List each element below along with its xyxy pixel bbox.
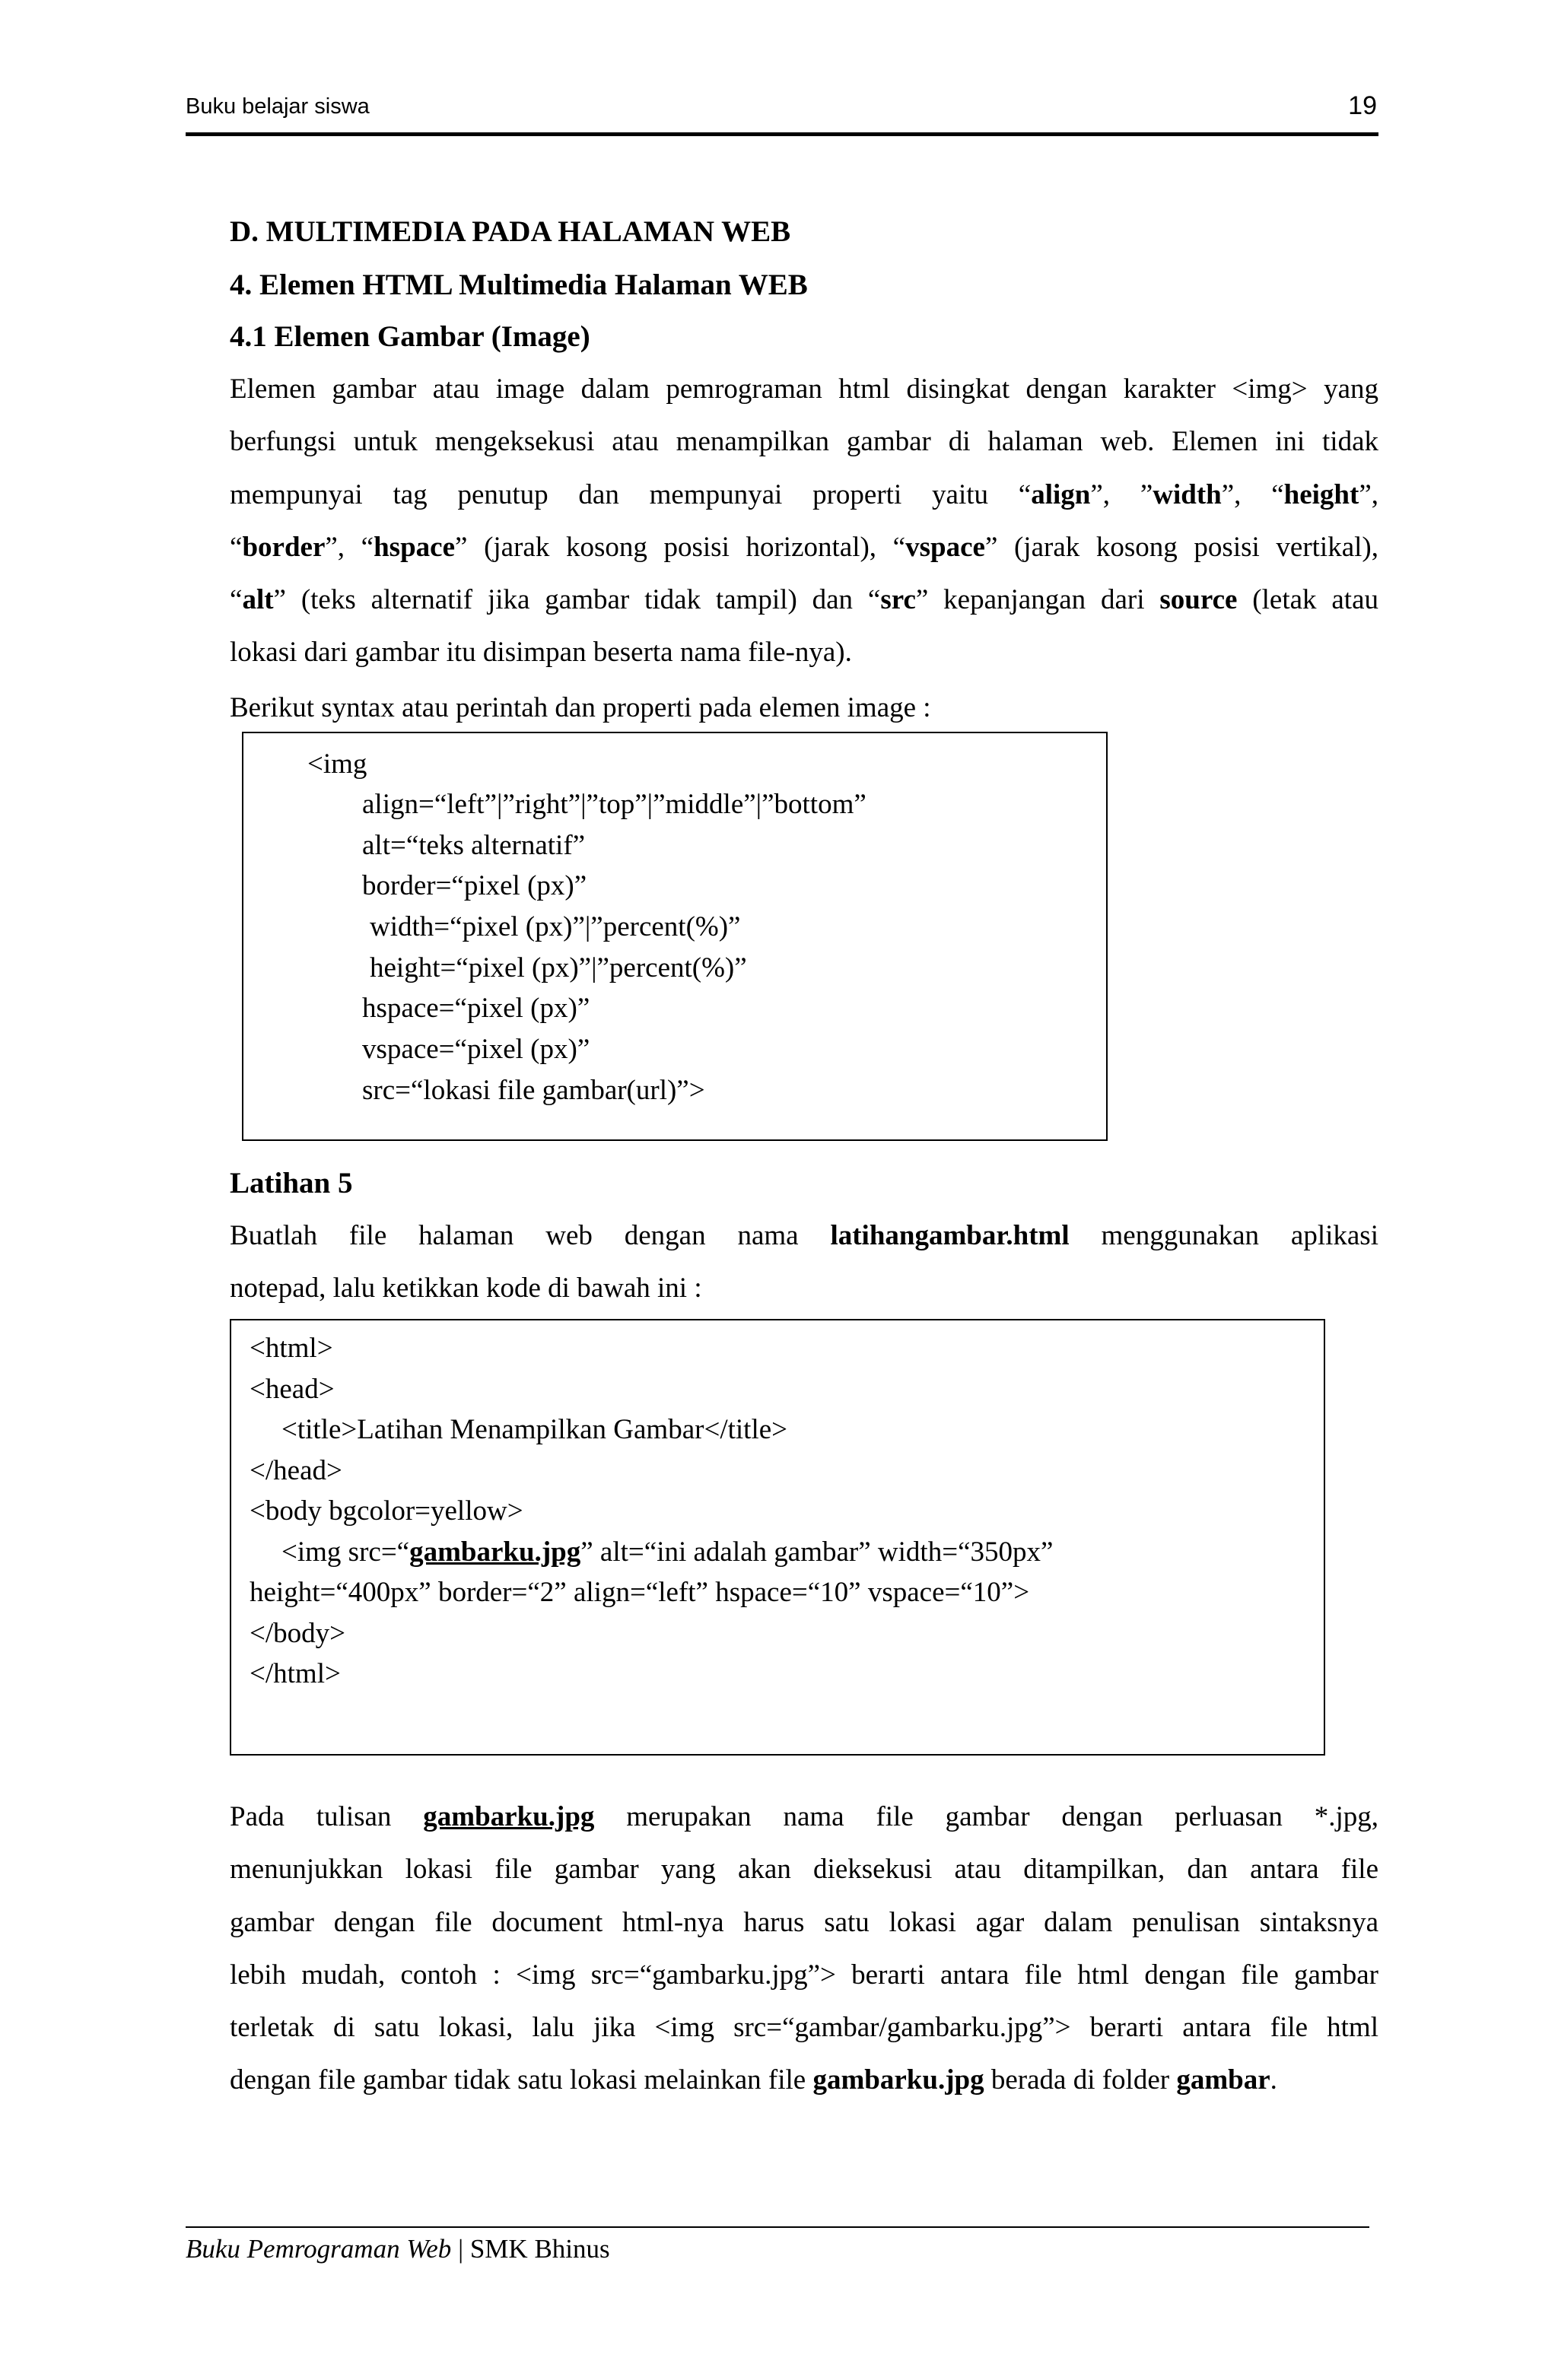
footer-book-title: Buku Pemrograman Web	[186, 2234, 452, 2264]
syntax-line: border=“pixel (px)”	[362, 870, 587, 901]
syntax-line: height=“pixel (px)”|”percent(%)”	[370, 952, 747, 983]
footer-school: SMK Bhinus	[469, 2234, 610, 2264]
syntax-line: alt=“teks alternatif”	[362, 830, 586, 861]
code-line: <title>Latihan Menampilkan Gambar</title>	[281, 1414, 788, 1445]
intro-line: Elemen gambar atau image dalam pemrograman html disingkat dengan karakter <img> yang	[230, 373, 1378, 405]
footer-separator: |	[451, 2234, 470, 2264]
section-heading: D. MULTIMEDIA PADA HALAMAN WEB	[230, 215, 791, 248]
explanation-line: gambar dengan file document html-nya harus satu lokasi agar dalam penulisan sintaksnya	[230, 1907, 1378, 1938]
code-line: <img src=“gambarku.jpg” alt=“ini adalah gambar” width=“350px”	[281, 1536, 1054, 1568]
explanation-line: menunjukkan lokasi file gambar yang akan dieksekusi atau ditampilkan, dan antara file	[230, 1854, 1378, 1885]
footer-divider	[186, 2226, 1369, 2228]
explanation-line: dengan file gambar tidak satu lokasi melainkan file gambarku.jpg berada di folder gambar.	[230, 2064, 1277, 2096]
syntax-box	[242, 732, 1108, 1141]
code-line: </body>	[250, 1618, 346, 1649]
syntax-line: align=“left”|”right”|”top”|”middle”|”bottom”	[362, 789, 866, 820]
explanation-line: terletak di satu lokasi, lalu jika <img src=“gambar/gambarku.jpg”> berarti antara file html	[230, 2012, 1378, 2043]
code-line: </head>	[250, 1455, 342, 1486]
syntax-line: src=“lokasi file gambar(url)”>	[362, 1075, 705, 1106]
header-title: Buku belajar siswa	[186, 94, 370, 119]
syntax-line: width=“pixel (px)”|”percent(%)”	[370, 911, 741, 942]
syntax-line: hspace=“pixel (px)”	[362, 993, 590, 1024]
page-number: 19	[1348, 91, 1377, 120]
exercise-line: notepad, lalu ketikkan kode di bawah ini :	[230, 1273, 702, 1304]
exercise-title: Latihan 5	[230, 1167, 353, 1200]
header-divider	[186, 132, 1378, 136]
explanation-line: Pada tulisan gambarku.jpg merupakan nama file gambar dengan perluasan *.jpg,	[230, 1801, 1378, 1832]
code-line: <body bgcolor=yellow>	[250, 1495, 523, 1527]
code-box	[230, 1319, 1325, 1756]
code-line: height=“400px” border=“2” align=“left” hspace=“10” vspace=“10”>	[250, 1577, 1030, 1608]
code-line: </html>	[250, 1658, 341, 1689]
intro-line: mempunyai tag penutup dan mempunyai properti yaitu “align”, ”width”, “height”,	[230, 479, 1378, 510]
syntax-line: vspace=“pixel (px)”	[362, 1034, 590, 1065]
syntax-line: <img	[307, 748, 367, 780]
intro-line: berfungsi untuk mengeksekusi atau menampilkan gambar di halaman web. Elemen ini tidak	[230, 426, 1378, 457]
page-footer	[186, 2234, 610, 2264]
intro-line: Berikut syntax atau perintah dan properti pada elemen image :	[230, 692, 931, 723]
code-line: <head>	[250, 1374, 335, 1405]
intro-line: “alt” (teks alternatif jika gambar tidak tampil) dan “src” kepanjangan dari source (letak atau	[230, 584, 1378, 615]
subsection-heading: 4. Elemen HTML Multimedia Halaman WEB	[230, 269, 808, 301]
subsubsection-heading: 4.1 Elemen Gambar (Image)	[230, 320, 590, 353]
intro-line: “border”, “hspace” (jarak kosong posisi horizontal), “vspace” (jarak kosong posisi vertikal),	[230, 532, 1378, 563]
exercise-line: Buatlah file halaman web dengan nama latihangambar.html menggunakan aplikasi	[230, 1220, 1378, 1251]
code-line: <html>	[250, 1333, 333, 1364]
intro-line: lokasi dari gambar itu disimpan beserta nama file-nya).	[230, 637, 852, 668]
explanation-line: lebih mudah, contoh : <img src=“gambarku.jpg”> berarti antara file html dengan file gambar	[230, 1959, 1378, 1991]
